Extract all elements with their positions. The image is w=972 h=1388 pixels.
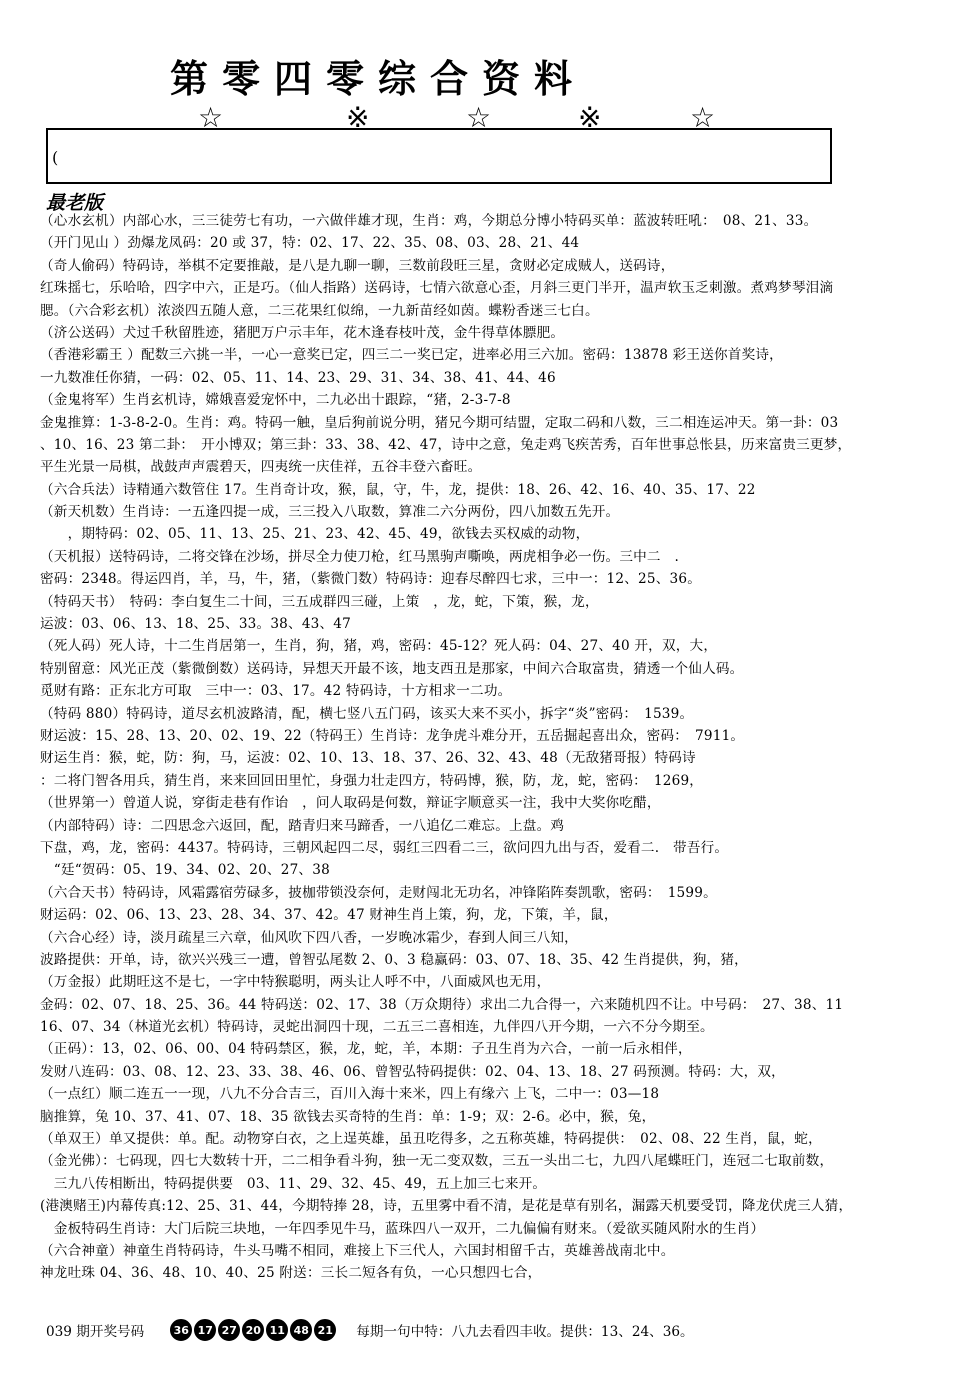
text-line: （单双王）单又提供：单。配。动物穿白衣，之上逞英雄，虽丑吃得多，之五称英雄，特码提供： 02、08、22 生肖，鼠，蛇，	[40, 1131, 822, 1148]
draw-ball: 11	[266, 1319, 288, 1341]
star-icon: ☆	[466, 101, 492, 134]
text-line: （死人码）死人诗，十二生肖居第一，生肖，狗，猪，鸡，密码：45-12？死人码：04、27、40 开，双，大，	[40, 638, 718, 655]
text-line: 波路提供：开单，诗，欲兴兴残三一遭，曾智弘尾数 2、0、3 稳赢码：03、07、18、35、42 生肖提供，狗，猪，	[40, 951, 748, 968]
text-line: （特码 880）特码诗，道尽玄机波路清，配，横七竖八五门码，该买大来不买小，拆字“炎”密码： 1539。	[40, 705, 694, 722]
text-line: 财运波：15、28、13、20、02、19、22（特码王）生肖诗：龙争虎斗难分开，五岳掘起喜出众，密码： 7911。	[40, 727, 745, 744]
reference-mark-icon: ※	[346, 101, 370, 134]
draw-ball: 21	[314, 1319, 336, 1341]
draw-ball: 17	[194, 1319, 216, 1341]
empty-frame-box	[46, 128, 832, 184]
draw-ball: 20	[242, 1319, 264, 1341]
text-line: 金码：02、07、18、25、36。44 特码送：02、17、38（万众期待）求出二九合得一，六来随机四不让。中号码： 27、38、11	[40, 996, 844, 1013]
text-line: ：二将门智各用兵，猜生肖，来来回回田里忙，身强力壮走四方，特码博，猴，防，龙，蛇，密码： 1269，	[40, 772, 704, 789]
text-line: （一点红）顺二连五一一现，八九不分合吉三，百川入海十来米，四上有缘六 上飞，二中一：03—18	[40, 1086, 660, 1103]
text-line: 神龙吐珠 04、36、48、10、40、25 附送：三长二短各有负，一心只想四七合，	[40, 1265, 542, 1282]
draw-ball: 48	[290, 1319, 312, 1341]
text-line: （六合兵法）诗精通六数管住 17。生肖奇计攻，猴，鼠，守，牛，龙，提供：18、26、42、16、40、35、17、22	[40, 481, 756, 498]
text-line: “廷“贺码：05、19、34、02、20、27、38	[40, 862, 330, 879]
text-line: （特码天书） 特码：李白复生二十间，三五成群四三碰，上策 ，龙，蛇，下策，猴，龙，	[40, 593, 599, 610]
text-line: （新天机数）生肖诗：一五逢四提一成，三三投入八取数，算准二六分两份，四八加数五先开。	[40, 504, 620, 521]
text-line: 红珠摇七，乐哈哈，四字中六，正是巧。（仙人指路）送码诗，七情六欲意心歪，月斜三更门半开，温声软玉乏刺激。煮鸡梦琴泪滴	[40, 280, 834, 297]
text-line: （香港彩霸王 ）配数三六挑一半，一心一意奖已定，四三二一奖已定，进率必用三六加。密码：13878 彩王送你首奖诗，	[40, 347, 783, 364]
text-line: （金光佛）：七码现，四七大数转十开，二二相争看斗狗，独一无二变双数，三五一头出二七，九四八尾蝶旺门，连冠二七取前数，	[40, 1153, 834, 1170]
draw-ball: 27	[218, 1319, 240, 1341]
star-icon: ☆	[198, 101, 224, 134]
edition-label: 最老版	[46, 192, 104, 214]
text-line: （六合神童）神童生肖特码诗，牛头马嘴不相同，难接上下三代人，六国封相留千古，英雄善战南北中。	[40, 1242, 675, 1259]
text-line: 运波：03、06、13、18、25、33。38、43、47	[40, 616, 352, 633]
text-line: （万金报）此期旺这不是七，一字中特猴聪明，两头让人呼不中，八面威风也无用，	[40, 974, 551, 991]
text-line: 特别留意：风光正茂（紫微倒数）送码诗，异想天开最不该，地支西丑是那家，中间六合取富贵，猜透一个仙人码。	[40, 660, 744, 677]
text-line: 金鬼推算：1-3-8-2-0。生肖：鸡。特码一触，皇后狗前说分明，猪兄今期可结盟，定取二码和八数，三二相连运冲天。第一卦：03	[40, 414, 839, 431]
text-line: （开门见山 ）劲爆龙凤码：20 或 37，特：02、17、22、35、08、03、28、21、44	[40, 235, 580, 252]
text-line: 发财八连码：03、08、12、23、33、38、46、06、曾智弘特码提供：02、04、13、18、27 码预测。特码：大，双，	[40, 1063, 785, 1080]
reference-mark-icon: ※	[578, 101, 602, 134]
text-line: （六合心经）诗，淡月疏星三六章，仙风吹下四八香，一岁晚冰霜少，春到人间三八知，	[40, 929, 578, 946]
text-line: （金鬼将军）生肖玄机诗，嫦娥喜爱宠怀中，二九必出十跟踪，“猪，2-3-7-8	[40, 392, 511, 409]
text-line: 平生光景一局棋，战鼓声声震碧天，四夷统一庆佳祥，五谷丰登六畜旺。	[40, 459, 482, 476]
draw-results-row	[46, 1318, 694, 1342]
text-line: 三九八传相断出，特码提供要 03、11、29、32、45、49，五上加三七来开。	[40, 1175, 547, 1192]
text-line: （正码）：13，02、06、00、04 特码禁区，猴，龙，蛇，羊，本期：子丑生肖为六合，一前一后永相伴，	[40, 1041, 692, 1058]
text-line: 密码：2348。得运四肖，羊，马，牛，猪，（紫微门数）特码诗：迎春尽醉四七求，三中一：12、25、36。	[40, 571, 702, 588]
text-line: 脑推算，兔 10、37、41、07、18、35 欲钱去买奇特的生肖：单：1-9；双：2-6。必中，猴，兔，	[40, 1108, 656, 1125]
draw-ball: 36	[170, 1319, 192, 1341]
text-line: （济公送码）犬过千秋留胜迹，猪肥万户示丰年，花木逢春枝叶茂，金牛得草体膘肥。	[40, 324, 565, 341]
text-line: ，期特码：02、05、11、13、25、21、23、42、45、49，欲钱去买权威的动物，	[40, 526, 590, 543]
text-line: 一九数准任你猜，一码：02、05、11、14、23、29、31、34、38、41、44、46	[40, 369, 556, 386]
text-line: （奇人偷码）特码诗，举棋不定要推敲，是八是九聊一聊，三数前段旺三星，贪财必定成贼人，送码诗，	[40, 257, 675, 274]
text-line: 、10、16、23 第二卦： 开小博双；第三卦：33、38、42、47，诗中之意，兔走鸡飞疾苦秀，百年世事总怅县，历来富贵三更梦，	[40, 436, 852, 453]
text-line: 财运生肖：猴，蛇，防：狗，马，运波：02、10、13、18、37、26、32、43、48（无敌猪哥报）特码诗	[40, 750, 696, 767]
draw-label: 039 期开奖号码	[46, 1324, 145, 1340]
content-lines	[40, 210, 970, 1285]
draw-balls	[170, 1319, 338, 1341]
text-line: 财运码：02、06、13、23、28、34、37、42。47 财神生肖上策，狗，龙，下策，羊，鼠，	[40, 907, 618, 924]
text-line: 觅财有路：正东北方可取 三中一：03、17。42 特码诗，十方相求一二功。	[40, 683, 512, 700]
text-line: 下盘，鸡，龙，密码：4437。特码诗，三朝风起四二尽，弱红三四看二三，欲问四九出与否，爱看二. 带吾行。	[40, 839, 729, 856]
text-line: （六合天书）特码诗，风霜露宿劳碌多，披枷带锁没奈何，走财闯北无功名，冲锋陷阵奏凯歌，密码： 1599。	[40, 884, 717, 901]
text-line: 腮。（六合彩玄机）浓淡四五随人意，二三花果红似绵，一九新苗经如茵。蝶粉香迷三七白。	[40, 302, 599, 319]
text-line: （心水玄机）内部心水，三三徒劳七有功，一六做伴雄才现，生肖：鸡，今期总分博小特码买单：蓝波转旺吼： 08、21、33。	[40, 213, 818, 229]
text-line: 16、07、34（林道光玄机）特码诗，灵蛇出洞四十现，二五三二喜相连，九伴四八开今期，一六不分今期至。	[40, 1019, 714, 1036]
star-icon: ☆	[690, 101, 716, 134]
frame-mark: (	[52, 148, 59, 167]
text-line: （天机报）送特码诗，二将交锋在沙场，拼尽全力使刀枪，红马黑驹声嘶唤，两虎相争必一伤。三中二 .	[40, 548, 680, 565]
text-line: （世界第一）曾道人说，穿街走巷有作诒 ，问人取码是何数，辩证字顺意买一注，我中大奖你吃醋，	[40, 795, 661, 812]
text-line: （内部特码）诗：二四思念六返回，配，踏青归来马蹄香，一八追亿二难忘。上盘。鸡	[40, 817, 565, 834]
draw-tail: 每期一句中特：八九去看四丰收。提供：13、24、36。	[356, 1324, 694, 1340]
text-line: (港澳赌王)内幕传真:12、25、31、44，今期特捧 28，诗，五里雾中看不清，是花是草有别名，漏露天机要受罚，降龙伏虎三人猜，	[40, 1198, 853, 1215]
text-line: 金板特码生肖诗：大门后院三块地，一年四季见牛马，蓝珠四八一双开，二九偏偏有财来。（爱欲买随风附水的生肖）	[40, 1220, 765, 1237]
page-title: 第零四零综合资料	[170, 56, 587, 101]
